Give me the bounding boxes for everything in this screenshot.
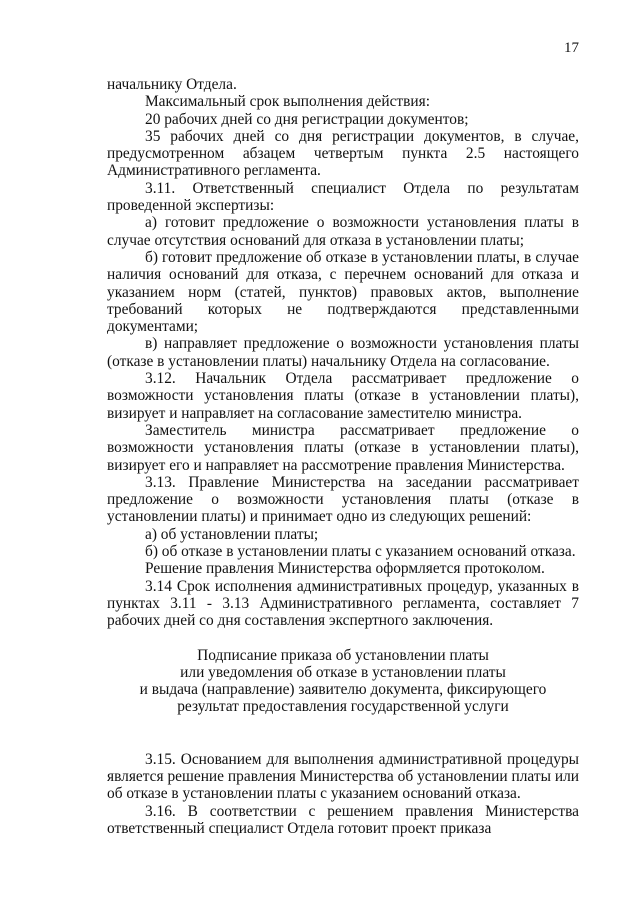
- heading-line: и выдача (направление) заявителю документа, фиксирующего: [139, 681, 547, 699]
- paragraph: 3.16. В соответствии с решением правления Министерства ответственный специалист Отдела готовит проект приказа: [107, 802, 579, 837]
- document-body: [107, 76, 579, 837]
- paragraphs-before: [107, 76, 579, 630]
- heading-line: Подписание приказа об установлении платы: [197, 646, 489, 664]
- paragraph: 3.11. Ответственный специалист Отдела по результатам проведенной экспертизы:: [107, 179, 579, 215]
- paragraph: 20 рабочих дней со дня регистрации документов;: [145, 110, 469, 128]
- page-number: 17: [564, 40, 579, 56]
- heading-line: или уведомления об отказе в установлении платы: [180, 663, 506, 681]
- paragraph: 3.15. Основанием для выполнения административной процедуры является решение правления Министерства об установлении платы или об отказе в установлении платы с указанием оснований отказа.: [107, 750, 579, 803]
- paragraph: Заместитель министра рассматривает предложение о возможности установления платы (отказе в установлении платы), визирует его и направляет на рассмотрение правления Министерства.: [107, 421, 579, 474]
- paragraph: в) направляет предложение о возможности установления платы (отказе в установлении платы) начальнику Отдела на согласование.: [107, 335, 579, 370]
- paragraph: а) об установлении платы;: [145, 525, 319, 543]
- paragraph: б) об отказе в установлении платы с указанием оснований отказа.: [145, 543, 576, 561]
- paragraph: начальнику Отдела.: [107, 76, 237, 93]
- paragraph: 3.12. Начальник Отдела рассматривает предложение о возможности установления платы (отказе в установлении платы), визирует и направляет на согласование заместителю министра.: [107, 370, 579, 422]
- paragraph: 3.13. Правление Министерства на заседании рассматривает предложение о возможности установления платы (отказе в установлении платы) и принимает одно из следующих решений:: [107, 473, 579, 526]
- paragraph: Максимальный срок выполнения действия:: [145, 93, 430, 111]
- paragraph: 3.14 Срок исполнения административных процедур, указанных в пунктах 3.11 - 3.13 Административного регламента, составляет 7 рабочих дней со дня составления экспертного заключения.: [107, 577, 579, 630]
- heading-line: результат предоставления государственной услуги: [177, 698, 509, 716]
- paragraphs-after: [107, 751, 579, 837]
- section-heading: [107, 647, 579, 716]
- paragraph: а) готовит предложение о возможности установления платы в случае отсутствия оснований для отказа в установлении платы;: [107, 214, 579, 249]
- paragraph: Решение правления Министерства оформляется протоколом.: [145, 560, 545, 578]
- paragraph: 35 рабочих дней со дня регистрации документов, в случае, предусмотренном абзацем четвертым пункта 2.5 настоящего Административного регламента.: [107, 127, 579, 180]
- paragraph: б) готовит предложение об отказе в установлении платы, в случае наличия оснований для отказа, с перечнем оснований для отказа и указанием норм (статей, пунктов) правовых актов, выполнение требований которых не подтверждаются представленными документами;: [107, 248, 579, 336]
